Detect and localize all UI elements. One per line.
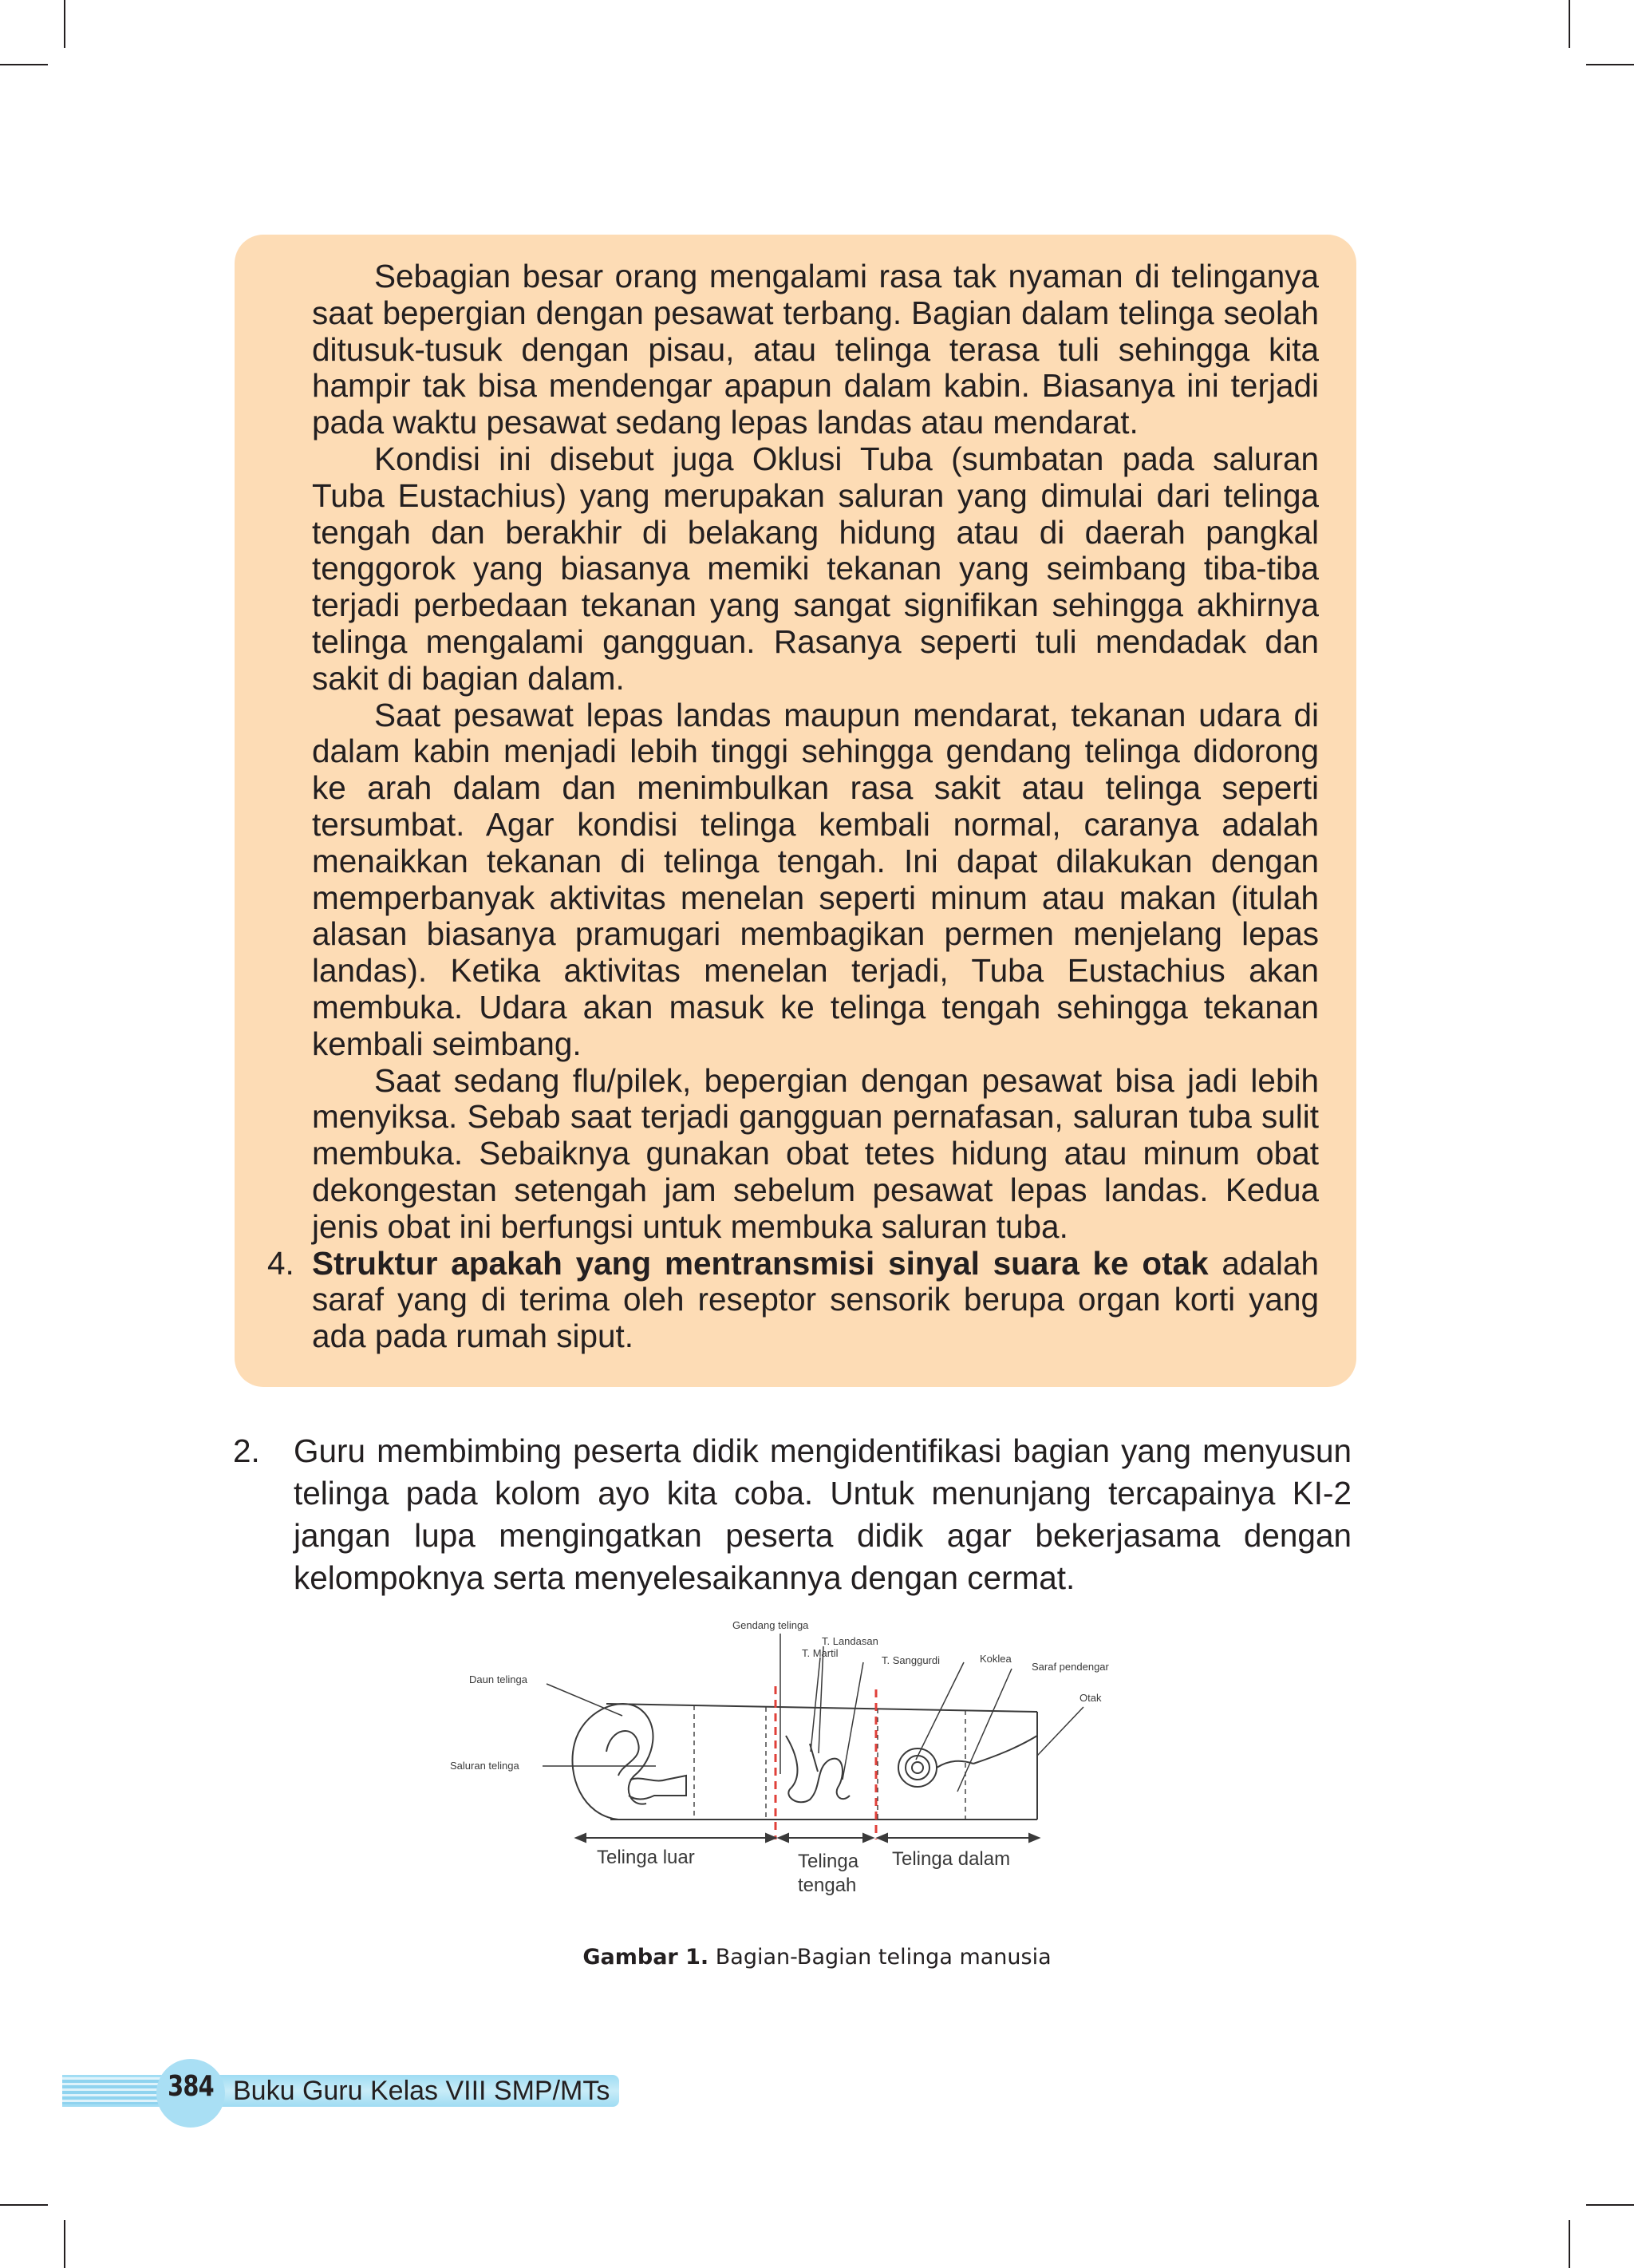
book-title: Buku Guru Kelas VIII SMP/MTs: [233, 2076, 610, 2106]
label-saraf: Saraf pendengar: [1032, 1661, 1109, 1673]
crop-mark: [1586, 64, 1634, 65]
crop-mark: [0, 2204, 48, 2206]
label-sanggurdi: T. Sanggurdi: [882, 1654, 940, 1666]
paragraph: Sebagian besar orang mengalami rasa tak nyaman di telinganya saat bepergian dengan pesawat terbang. Bagian dalam telinga seolah ditusuk-tusuk dengan pisau, atau telinga terasa tuli sehingga kita hampir tak bisa mendengar apapun dalam kabin. Biasanya ini terjadi pada waktu pesawat sedang lepas landas atau mendarat.: [312, 258, 1319, 441]
region-telinga-tengah-1: Telinga: [798, 1851, 859, 1872]
crop-mark: [64, 2220, 65, 2268]
caption-label: Gambar 1.: [582, 1945, 709, 1970]
label-daun-telinga: Daun telinga: [469, 1673, 527, 1685]
label-landasan: T. Landasan: [822, 1635, 878, 1647]
figure-caption: [0, 1945, 1634, 1970]
crop-mark: [1586, 2204, 1634, 2206]
region-telinga-dalam: Telinga dalam: [892, 1848, 1011, 1870]
info-box-text: [267, 258, 1320, 1355]
page-number: 384: [168, 2070, 214, 2103]
list-item-2: [233, 1430, 1352, 1599]
region-telinga-tengah-2: tengah: [798, 1875, 857, 1896]
list-item-question: Struktur apakah yang mentransmisi sinyal suara ke otak: [312, 1244, 1209, 1282]
paragraph: Saat pesawat lepas landas maupun mendarat, tekanan udara di dalam kabin menjadi lebih tinggi sehingga gendang telinga didorong ke arah dalam dan menimbulkan rasa sakit atau telinga seperti tersumbat. Agar kondisi telinga kembali normal, caranya adalah menaikkan tekanan di telinga tengah. Ini dapat dilakukan dengan memperbanyak aktivitas menelan seperti minum atau makan (itulah alasan biasanya pramugari membagikan permen menjelang lepas landas). Ketika aktivitas menelan terjadi, Tuba Eustachius akan membuka. Udara akan masuk ke telinga tengah sehingga tekanan kembali seimbang.: [312, 696, 1319, 1062]
region-telinga-luar: Telinga luar: [597, 1847, 695, 1868]
label-martil: T. Martil: [802, 1647, 839, 1659]
label-koklea: Koklea: [980, 1653, 1012, 1665]
list-item-answer: adalah saraf yang di terima oleh reseptor sensorik berupa organ korti yang ada pada rumah siput.: [312, 1244, 1320, 1355]
crop-mark: [1569, 2220, 1570, 2268]
ear-canal-tube: [606, 1704, 1037, 1820]
ear-diagram: [447, 1616, 1133, 1919]
paragraph: Kondisi ini disebut juga Oklusi Tuba (sumbatan pada saluran Tuba Eustachius) yang merupakan saluran yang dimulai dari telinga tengah dan berakhir di belakang hidung atau di daerah pangkal tenggorok yang biasanya memiki tekanan yang seimbang tiba-tiba terjadi perbedaan tekanan yang sangat signifikan sehingga akhirnya telinga mengalami gangguan. Rasanya seperti tuli mendadak dan sakit di bagian dalam.: [312, 440, 1319, 697]
crop-mark: [1569, 0, 1570, 48]
list-number: 2.: [233, 1432, 260, 1469]
label-saluran-telinga: Saluran telinga: [450, 1760, 519, 1772]
list-number: 4.: [267, 1244, 294, 1282]
list-item-text: Guru membimbing peserta didik mengidentifikasi bagian yang menyusun telinga pada kolom ayo kita coba. Untuk menunjang tercapainya KI-2 jangan lupa mengingatkan peserta didik agar bekerjasama dengan kelompoknya serta menyelesaikannya dengan cermat.: [294, 1432, 1352, 1596]
crop-mark: [64, 0, 65, 48]
paragraph: Saat sedang flu/pilek, bepergian dengan pesawat bisa jadi lebih menyiksa. Sebab saat terjadi gangguan pernafasan, saluran tuba sulit membuka. Sebaiknya gunakan obat tetes hidung atau minum obat dekongestan setengah jam sebelum pesawat lepas landas. Kedua jenis obat ini berfungsi untuk membuka saluran tuba.: [312, 1061, 1319, 1245]
caption-text: Bagian-Bagian telinga manusia: [708, 1945, 1052, 1970]
pinna-shape: [572, 1704, 653, 1820]
list-item-4: [267, 1244, 1320, 1355]
crop-mark: [0, 64, 48, 65]
label-gendang-telinga: Gendang telinga: [732, 1619, 809, 1631]
label-otak: Otak: [1079, 1692, 1102, 1704]
